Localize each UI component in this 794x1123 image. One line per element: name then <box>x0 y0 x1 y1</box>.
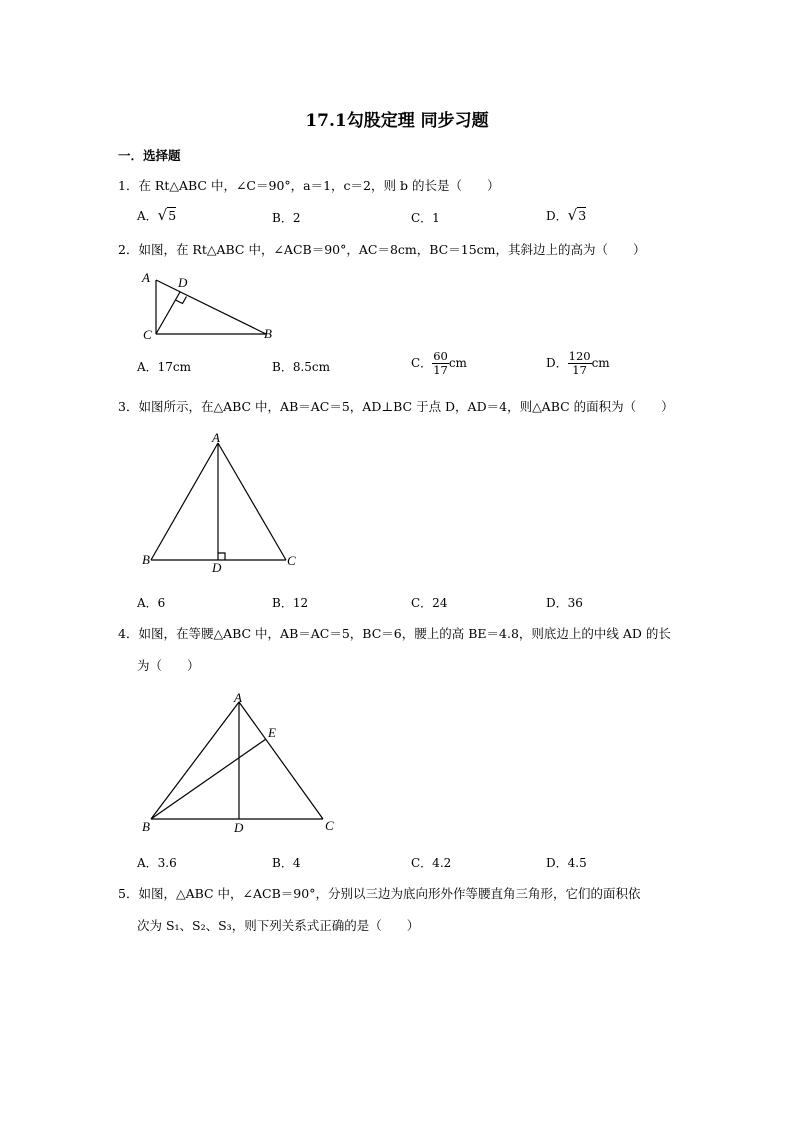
question-4-stem-line2: 为（ ） <box>137 658 200 673</box>
point-label-a: A <box>212 430 220 445</box>
point-label-c: C <box>325 818 334 833</box>
question-4-option-d: D．4.5 <box>546 856 587 870</box>
denominator: 17 <box>572 363 587 377</box>
option-d-prefix: D． <box>546 356 568 370</box>
question-5-stem-line2: 次为 S₁、S₂、S₃，则下列关系式正确的是（ ） <box>137 918 420 933</box>
point-label-c: C <box>287 553 296 568</box>
question-3-option-c: C．24 <box>411 596 448 610</box>
page-title: 17.1勾股定理 同步习题 <box>305 111 489 131</box>
point-label-b: B <box>142 552 150 567</box>
segment-ac <box>239 702 323 819</box>
sqrt-expression: √3 <box>567 206 587 224</box>
point-label-a: A <box>234 690 242 705</box>
question-3-option-d: D．36 <box>546 596 583 610</box>
point-label-c: C <box>143 327 152 342</box>
point-label-d: D <box>234 820 244 835</box>
sqrt-expression: √5 <box>157 206 177 224</box>
question-4-option-a: A．3.6 <box>137 856 177 870</box>
question-1-stem: 1．在 Rt△ABC 中，∠C＝90°，a＝1，c＝2，则 b 的长是（ ） <box>118 178 500 193</box>
radicand: 3 <box>578 208 587 223</box>
question-3-option-b: B．12 <box>272 596 309 610</box>
unit: cm <box>448 356 467 370</box>
radicand: 5 <box>168 208 177 223</box>
point-label-b: B <box>264 326 272 341</box>
question-1-option-c: C．1 <box>411 211 440 225</box>
question-2-option-b: B．8.5cm <box>272 360 331 374</box>
question-5-stem-line1: 5．如图，△ABC 中，∠ACB＝90°，分别以三边为底向形外作等腰直角三角形，它们的面积依 <box>118 886 641 901</box>
point-label-a: A <box>142 270 150 285</box>
numerator: 120 <box>568 349 591 363</box>
point-label-d: D <box>178 275 188 290</box>
question-4-stem-line1: 4．如图，在等腰△ABC 中，AB＝AC＝5，BC＝6，腰上的高 BE＝4.8，则底边上的中线 AD 的长 <box>118 626 671 641</box>
point-label-b: B <box>142 819 150 834</box>
option-d-prefix: D． <box>546 209 568 223</box>
question-4-option-c: C．4.2 <box>411 856 452 870</box>
denominator: 17 <box>433 363 448 377</box>
question-2-stem: 2．如图，在 Rt△ABC 中，∠ACB＝90°，AC＝8cm，BC＝15cm，其斜边上的高为（ ） <box>118 242 646 257</box>
question-2-option-a: A．17cm <box>137 360 192 374</box>
option-a-prefix: A． <box>137 209 158 223</box>
segment-be <box>151 739 266 819</box>
question-4-option-b: B．4 <box>272 856 301 870</box>
numerator: 60 <box>433 349 448 363</box>
question-3-stem: 3．如图所示，在△ABC 中，AB＝AC＝5，AD⊥BC 于点 D，AD＝4，则△ABC 的面积为（ ） <box>118 399 674 414</box>
unit: cm <box>591 356 610 370</box>
point-label-d: D <box>212 560 222 575</box>
question-3-option-a: A．6 <box>137 596 166 610</box>
option-c-prefix: C． <box>411 356 433 370</box>
section-heading: 一．选择题 <box>118 148 181 163</box>
question-1-option-b: B．2 <box>272 211 301 225</box>
point-label-e: E <box>268 725 276 740</box>
segment-ab <box>151 702 239 819</box>
